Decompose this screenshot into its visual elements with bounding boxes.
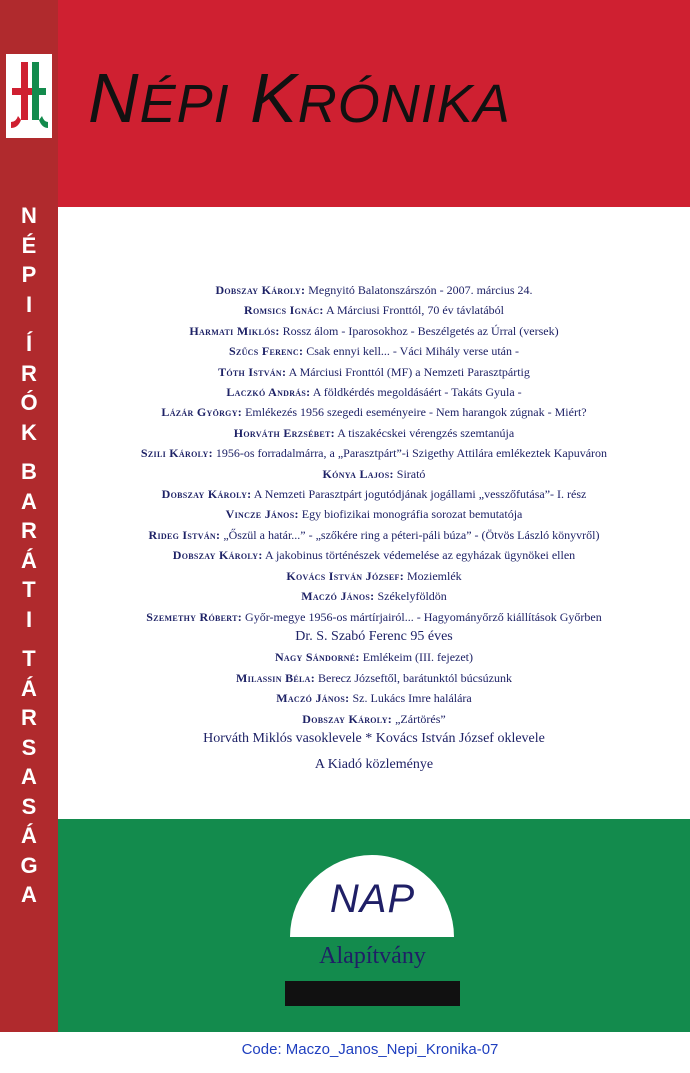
table-of-contents bbox=[58, 280, 690, 776]
spine-letter: Í bbox=[25, 331, 33, 356]
toc-entry bbox=[58, 321, 690, 341]
toc-title: „Őszül a határ...” - „szőkére ring a péteri-páli búza” - (Ötvös László könyvről) bbox=[220, 527, 600, 542]
spine-letter: T bbox=[22, 646, 36, 671]
toc-author: Rideg István: bbox=[148, 527, 221, 542]
spine-letter: I bbox=[25, 291, 33, 317]
spine-letter: K bbox=[21, 419, 37, 445]
toc-entry bbox=[58, 668, 690, 688]
spine-letter: Ó bbox=[20, 390, 38, 415]
toc-author: Tóth István: bbox=[218, 364, 287, 379]
toc-entry bbox=[58, 504, 690, 524]
spine-letter: B bbox=[21, 459, 37, 484]
toc-title: Megnyitó Balatonszárszón - 2007. március 24. bbox=[305, 283, 533, 297]
toc-entry bbox=[58, 729, 690, 749]
spine-letter: A bbox=[21, 488, 37, 514]
toc-author: Horváth Erzsébet: bbox=[233, 425, 335, 440]
toc-entry bbox=[58, 341, 690, 361]
toc-entry bbox=[58, 443, 690, 463]
spine-letter: Á bbox=[21, 547, 37, 573]
toc-author: Szili Károly: bbox=[140, 446, 213, 461]
toc-title: Győr-megye 1956-os mártírjairól... - Hagyományőrző kiállítások Győrben bbox=[242, 609, 602, 624]
toc-author: Milassin Béla: bbox=[236, 670, 316, 685]
toc-author: Dobszay Károly: bbox=[172, 548, 263, 563]
toc-author: Laczkó András: bbox=[226, 385, 311, 400]
nap-foundation-logo bbox=[285, 855, 460, 1008]
toc-author: Nagy Sándorné: bbox=[274, 650, 360, 665]
spine-letter: T bbox=[22, 577, 36, 602]
spine-letter: R bbox=[21, 360, 37, 386]
toc-title: A földkérdés megoldásáért - Takáts Gyula - bbox=[310, 385, 522, 400]
spine bbox=[0, 0, 58, 1032]
toc-entry bbox=[58, 402, 690, 422]
spine-letter: A bbox=[21, 882, 37, 907]
toc-title: A jakobinus történészek védemelése az egyházak ügynökei ellen bbox=[262, 548, 576, 563]
spine-letter: R bbox=[21, 705, 37, 730]
cover-title: NÉPI KRÓNIKA bbox=[88, 59, 511, 137]
toc-entry bbox=[58, 280, 690, 300]
toc-title: A Kiadó közleménye bbox=[314, 757, 434, 773]
toc-entry bbox=[58, 382, 690, 402]
toc-author: Kovács István József: bbox=[286, 568, 404, 583]
document-code-label: Code: Maczo_Janos_Nepi_Kronika-07 bbox=[241, 1041, 499, 1058]
toc-title: Berecz Józseftől, barátunktól búcsúzunk bbox=[315, 670, 512, 685]
publisher-logo-icon bbox=[6, 54, 52, 138]
spine-letter: N bbox=[21, 203, 37, 228]
toc-title: 1956-os forradalmárra, a „Parasztpárt”-i Szigethy Attilára emlékeztek Kapuváron bbox=[212, 446, 608, 461]
toc-title: A tiszakécskei vérengzés szemtanúja bbox=[334, 425, 515, 440]
toc-title: Székelyföldön bbox=[374, 589, 447, 604]
spine-letter: É bbox=[21, 232, 37, 258]
toc-entry bbox=[58, 464, 690, 484]
toc-title: Emlékeim (III. fejezet) bbox=[359, 650, 474, 665]
toc-title: A Márciusi Fronttól, 70 év távlatából bbox=[323, 303, 504, 318]
toc-author: Maczó János: bbox=[276, 691, 350, 706]
toc-title: Moziemlék bbox=[404, 568, 462, 583]
toc-author: Dobszay Károly: bbox=[215, 283, 306, 297]
toc-entry bbox=[58, 362, 690, 382]
toc-title: Rossz álom - Iparosokhoz - Beszélgetés az Úrral (versek) bbox=[279, 323, 559, 338]
spine-letter: R bbox=[21, 518, 37, 543]
toc-author: Romsics Ignác: bbox=[244, 303, 324, 318]
toc-entry bbox=[58, 545, 690, 565]
spine-letter: S bbox=[21, 793, 37, 819]
spine-letter: Á bbox=[21, 675, 37, 701]
spine-letter: S bbox=[21, 734, 37, 760]
spine-letter: I bbox=[25, 606, 33, 632]
toc-title: Csak ennyi kell... - Váci Mihály verse után - bbox=[303, 344, 519, 359]
toc-author: Szűcs Ferenc: bbox=[229, 344, 304, 359]
toc-entry bbox=[58, 755, 690, 775]
toc-entry bbox=[58, 300, 690, 320]
toc-author: Maczó János: bbox=[301, 589, 375, 604]
toc-author: Kónya Lajos: bbox=[322, 466, 394, 481]
toc-title: Sz. Lukács Imre halálára bbox=[349, 691, 472, 706]
nap-logo-subtitle: Alapítvány bbox=[319, 943, 426, 969]
toc-author: Harmati Miklós: bbox=[189, 323, 280, 338]
toc-entry bbox=[58, 709, 690, 729]
toc-entry bbox=[58, 627, 690, 647]
toc-title: Emlékezés 1956 szegedi eseményeire - Nem harangok zúgnak - Miért? bbox=[242, 405, 587, 420]
spine-letter: A bbox=[21, 764, 37, 789]
toc-entry bbox=[58, 525, 690, 545]
toc-title: A Nemzeti Parasztpárt jogutódjának jogállami „vesszőfutása”- I. rész bbox=[251, 487, 587, 502]
toc-author: Vincze János: bbox=[225, 507, 299, 522]
toc-author: Dobszay Károly: bbox=[161, 487, 252, 502]
toc-title: Dr. S. Szabó Ferenc 95 éves bbox=[295, 628, 453, 644]
logo-black-bar bbox=[285, 981, 460, 1006]
spine-letter: G bbox=[20, 852, 38, 878]
toc-title: „Zártörés” bbox=[392, 711, 446, 726]
toc-author: Szemethy Róbert: bbox=[146, 609, 243, 624]
toc-entry bbox=[58, 566, 690, 586]
toc-entry bbox=[58, 647, 690, 667]
toc-title: Sirató bbox=[393, 466, 426, 481]
spine-text bbox=[0, 205, 58, 965]
spine-letter: Á bbox=[21, 823, 37, 848]
toc-title: Egy biofizikai monográfia sorozat bemutatója bbox=[298, 507, 523, 522]
toc-title: A Márciusi Fronttól (MF) a Nemzeti Parasztpártig bbox=[286, 364, 530, 379]
nap-logo-word: NAP bbox=[329, 877, 416, 921]
spine-letter: P bbox=[21, 262, 37, 287]
toc-author: Dobszay Károly: bbox=[302, 711, 393, 726]
toc-entry bbox=[58, 586, 690, 606]
toc-entry bbox=[58, 484, 690, 504]
toc-entry bbox=[58, 423, 690, 443]
toc-entry bbox=[58, 688, 690, 708]
toc-entry bbox=[58, 607, 690, 627]
toc-title: Horváth Miklós vasoklevele * Kovács István József oklevele bbox=[203, 730, 545, 746]
toc-author: Lázár György: bbox=[161, 405, 243, 420]
